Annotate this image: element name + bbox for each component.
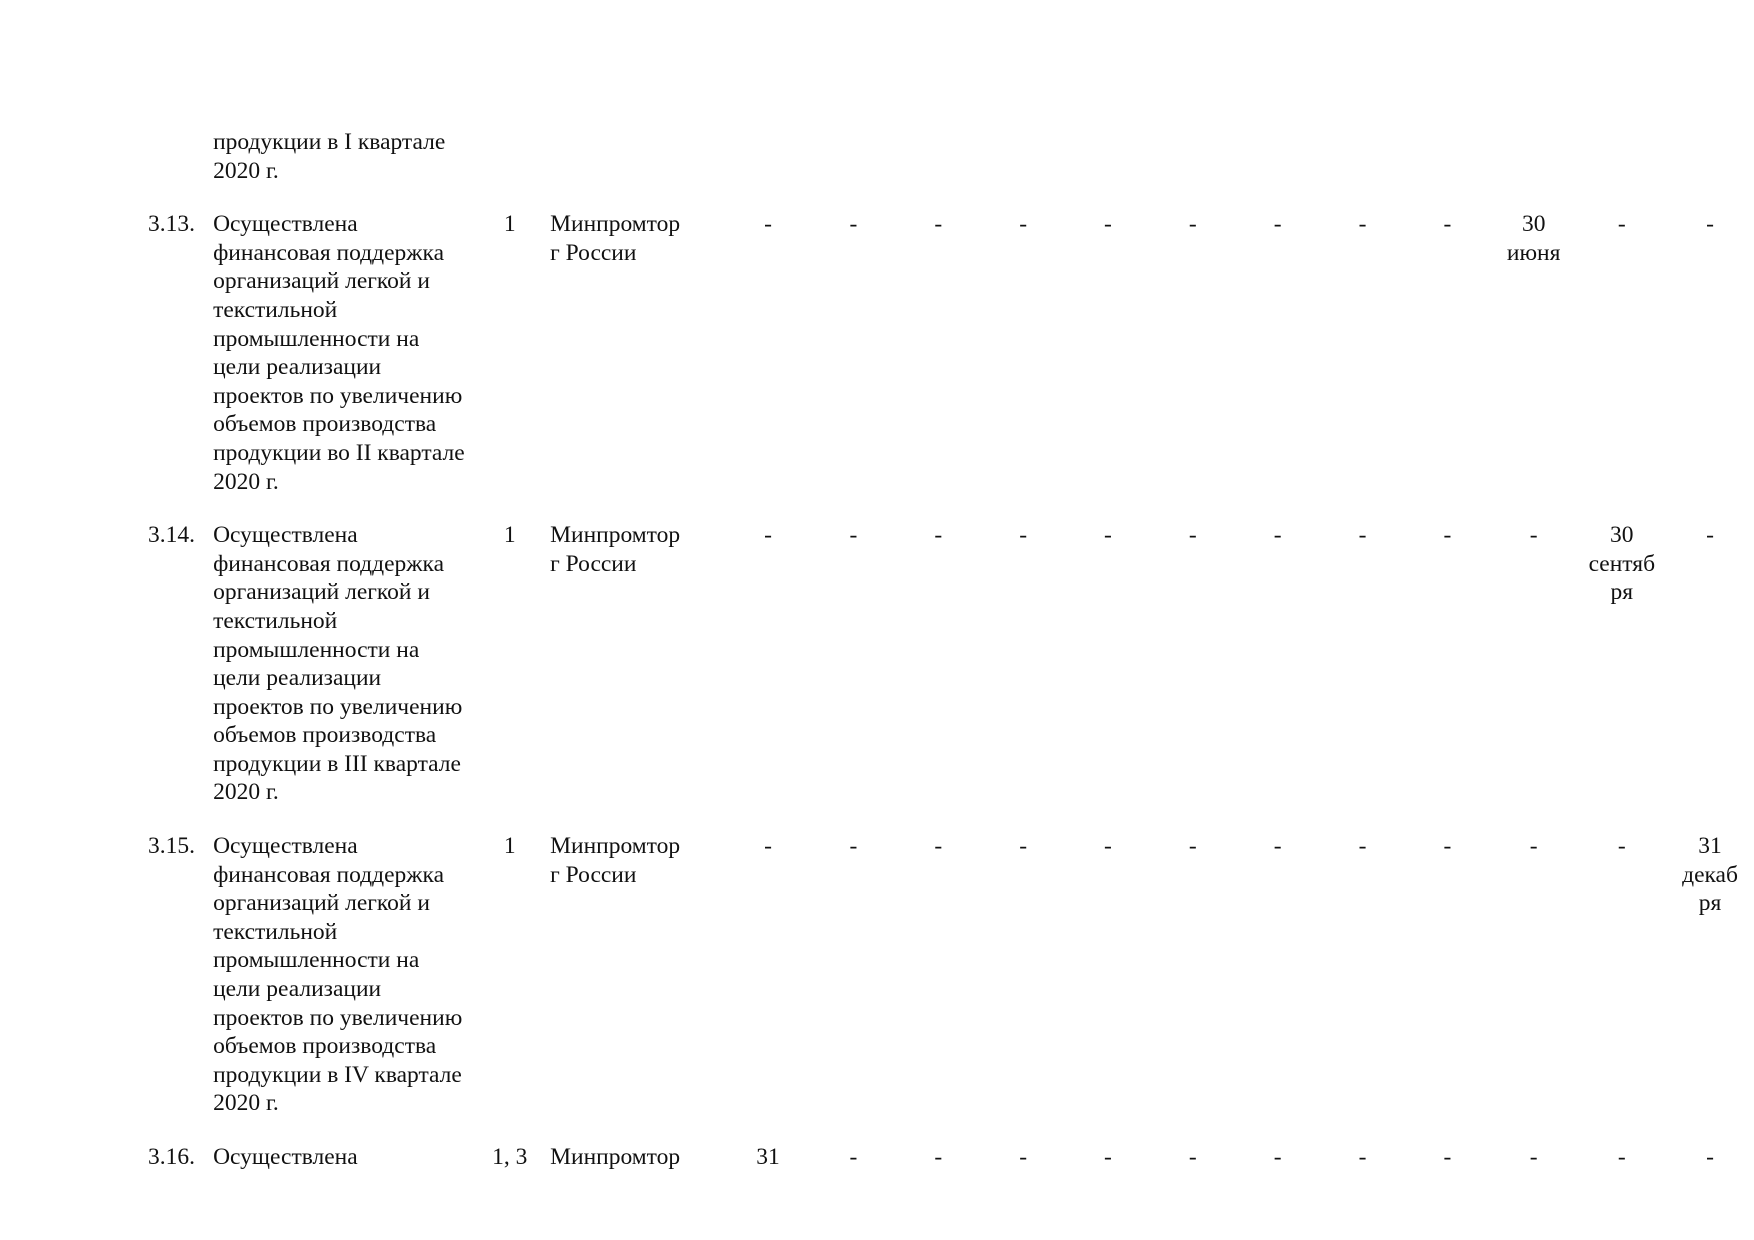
period-cell-9: -: [1443, 1144, 1452, 1170]
period-cell-8: -: [1358, 1144, 1367, 1170]
row-number: 3.16.: [148, 1144, 195, 1170]
period-cell-5: -: [1104, 1144, 1112, 1170]
period-cell-2: -: [849, 211, 858, 238]
row-reference: 1: [503, 522, 516, 549]
period-cell-8: -: [1358, 211, 1367, 238]
row-reference: 1, 3: [492, 1144, 528, 1170]
period-cell-8: -: [1358, 522, 1367, 549]
period-cell-3: -: [934, 211, 943, 238]
period-cell-6: -: [1188, 211, 1197, 238]
period-cell-5: -: [1104, 522, 1112, 549]
row-description: Осуществлена: [213, 1144, 358, 1170]
period-cell-4: -: [1019, 522, 1028, 549]
period-cell-10: -: [1529, 522, 1538, 549]
row-responsible: Минпромтор: [550, 1144, 681, 1170]
period-cell-11: -: [1617, 211, 1626, 238]
period-cell-3: -: [934, 522, 943, 549]
row-number: 3.15.: [148, 833, 195, 860]
period-cell-6: -: [1188, 522, 1197, 549]
row-description: Осуществлена финансовая поддержка организаций легкой и текстильной промышленности на цели реализации проектов по увеличению объемов производства продукции в III квартале 2020 г.: [213, 522, 463, 806]
row-responsible: Минпромтор г России: [550, 211, 681, 266]
period-cell-2: -: [849, 833, 858, 860]
period-cell-7: -: [1273, 833, 1282, 860]
period-cell-11: -: [1617, 833, 1626, 860]
period-cell-1: -: [764, 211, 772, 238]
table-row: [148, 1143, 1754, 1197]
period-cell-2: -: [849, 1144, 858, 1170]
period-cell-9: -: [1443, 211, 1452, 238]
period-cell-12: 31 декаб ря: [1682, 833, 1738, 917]
period-cell-3: -: [934, 1144, 943, 1170]
period-cell-2: -: [849, 522, 858, 549]
period-cell-11: 30 сентяб ря: [1588, 522, 1656, 606]
period-cell-4: -: [1019, 833, 1028, 860]
period-cell-10: -: [1529, 1144, 1538, 1170]
table-row: [148, 832, 1754, 1143]
period-cell-5: -: [1104, 833, 1112, 860]
row-description: [209, 128, 477, 210]
period-cell-9: -: [1443, 833, 1452, 860]
period-cell-5: -: [1104, 211, 1112, 238]
period-cell-4: -: [1019, 211, 1028, 238]
row-reference: 1: [503, 833, 516, 860]
row-number: 3.14.: [148, 522, 195, 549]
period-cell-12: -: [1706, 1144, 1714, 1170]
period-cell-12: -: [1706, 211, 1714, 238]
plan-table: [148, 128, 1754, 1197]
period-cell-10: -: [1529, 833, 1538, 860]
period-cell-3: -: [934, 833, 943, 860]
period-cell-12: -: [1706, 522, 1714, 549]
period-cell-7: -: [1273, 1144, 1282, 1170]
continuation-text: продукции в I квартале 2020 г.: [213, 129, 446, 184]
table-row-continuation: [148, 128, 1754, 210]
row-number: 3.13.: [148, 211, 195, 238]
period-cell-4: -: [1019, 1144, 1028, 1170]
period-cell-7: -: [1273, 522, 1282, 549]
row-number: [148, 128, 209, 210]
period-cell-10: 30 июня: [1506, 211, 1561, 266]
period-cell-9: -: [1443, 522, 1452, 549]
row-responsible: Минпромтор г России: [550, 522, 681, 577]
period-cell-1: -: [764, 833, 772, 860]
row-reference: 1: [503, 211, 516, 238]
row-description: Осуществлена финансовая поддержка организаций легкой и текстильной промышленности на цели реализации проектов по увеличению объемов производства продукции во II квартале 2020 г.: [213, 211, 465, 495]
period-cell-8: -: [1358, 833, 1367, 860]
table-row: [148, 210, 1754, 521]
period-cell-6: -: [1188, 1144, 1197, 1170]
table-row: [148, 521, 1754, 832]
period-cell-1: -: [764, 522, 772, 549]
period-cell-11: -: [1617, 1144, 1626, 1170]
row-description: Осуществлена финансовая поддержка организаций легкой и текстильной промышленности на цели реализации проектов по увеличению объемов производства продукции в IV квартале 2020 г.: [213, 833, 463, 1117]
row-responsible: Минпромтор г России: [550, 833, 681, 888]
period-cell-7: -: [1273, 211, 1282, 238]
period-cell-1: 31: [756, 1144, 780, 1170]
period-cell-6: -: [1188, 833, 1197, 860]
